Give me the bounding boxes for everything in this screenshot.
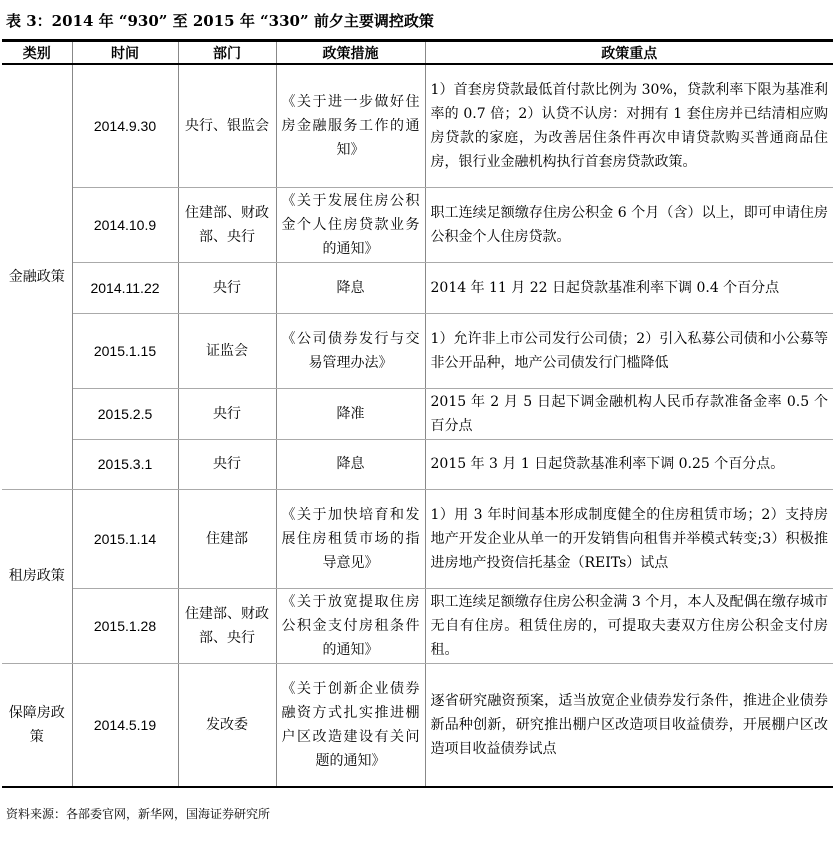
- row-date: 2014.10.9: [72, 187, 178, 262]
- row-department: 央行: [178, 439, 276, 489]
- table-title: 表 3：2014 年 “930” 至 2015 年 “330” 前夕主要调控政策: [6, 12, 434, 30]
- table-row: [2, 588, 833, 663]
- row-department: 证监会: [178, 313, 276, 388]
- category-rental: 租房政策: [2, 489, 72, 663]
- row-focus: 2015 年 2 月 5 日起下调金融机构人民币存款准备金率 0.5 个百分点: [425, 388, 833, 439]
- row-measure: 《关于创新企业债券融资方式扎实推进棚户区改造建设有关问题的通知》: [276, 663, 425, 787]
- row-department: 住建部: [178, 489, 276, 588]
- header-category: 类别: [2, 41, 72, 65]
- header-department: 部门: [178, 41, 276, 65]
- table-row: [2, 663, 833, 787]
- policy-table: [2, 39, 833, 788]
- row-focus: 1）用 3 年时间基本形成制度健全的住房租赁市场；2）支持房地产开发企业从单一的开发销售向租售并举模式转变;3）积极推进房地产投资信托基金（REITs）试点: [425, 489, 833, 588]
- row-department: 发改委: [178, 663, 276, 787]
- header-measure: 政策措施: [276, 41, 425, 65]
- row-date: 2015.2.5: [72, 388, 178, 439]
- row-department: 央行: [178, 388, 276, 439]
- row-measure: 《关于进一步做好住房金融服务工作的通知》: [276, 64, 425, 187]
- source-note: 资料来源：各部委官网，新华网，国海证券研究所: [6, 807, 271, 821]
- table-row: [2, 64, 833, 187]
- row-measure: 《关于发展住房公积金个人住房贷款业务的通知》: [276, 187, 425, 262]
- header-focus: 政策重点: [425, 41, 833, 65]
- row-department: 央行: [178, 262, 276, 313]
- table-row: [2, 313, 833, 388]
- row-date: 2015.1.15: [72, 313, 178, 388]
- row-focus: 逐省研究融资预案，适当放宽企业债券发行条件，推进企业债券新品种创新，研究推出棚户区改造项目收益债券，开展棚户区改造项目收益债券试点: [425, 663, 833, 787]
- row-department: 住建部、财政部、央行: [178, 187, 276, 262]
- table-row: [2, 262, 833, 313]
- row-focus: 职工连续足额缴存住房公积金 6 个月（含）以上，即可申请住房公积金个人住房贷款。: [425, 187, 833, 262]
- row-department: 住建部、财政部、央行: [178, 588, 276, 663]
- row-date: 2015.3.1: [72, 439, 178, 489]
- row-measure: 降准: [276, 388, 425, 439]
- row-date: 2014.5.19: [72, 663, 178, 787]
- table-row: [2, 187, 833, 262]
- table-row: [2, 388, 833, 439]
- category-affordable-housing: 保障房政策: [2, 663, 72, 787]
- row-focus: 1）首套房贷款最低首付款比例为 30%，贷款利率下限为基准利率的 0.7 倍；2）认贷不认房：对拥有 1 套住房并已结清相应购房贷款的家庭，为改善居住条件再次申请贷款购买普通商品住房，银行业金融机构执行首套房贷款政策。: [425, 64, 833, 187]
- row-focus: 1）允许非上市公司发行公司债；2）引入私募公司债和小公募等非公开品种，地产公司债发行门槛降低: [425, 313, 833, 388]
- table-row: [2, 489, 833, 588]
- row-measure: 《关于加快培育和发展住房租赁市场的指导意见》: [276, 489, 425, 588]
- row-focus: 2015 年 3 月 1 日起贷款基准利率下调 0.25 个百分点。: [425, 439, 833, 489]
- row-measure: 降息: [276, 439, 425, 489]
- category-finance: 金融政策: [2, 64, 72, 489]
- row-focus: 2014 年 11 月 22 日起贷款基准利率下调 0.4 个百分点: [425, 262, 833, 313]
- row-measure: 降息: [276, 262, 425, 313]
- row-date: 2015.1.28: [72, 588, 178, 663]
- header-row: [2, 41, 833, 65]
- row-focus: 职工连续足额缴存住房公积金满 3 个月，本人及配偶在缴存城市无自有住房。租赁住房的，可提取夫妻双方住房公积金支付房租。: [425, 588, 833, 663]
- row-measure: 《公司债券发行与交易管理办法》: [276, 313, 425, 388]
- row-date: 2015.1.14: [72, 489, 178, 588]
- row-department: 央行、银监会: [178, 64, 276, 187]
- header-date: 时间: [72, 41, 178, 65]
- table-row: [2, 439, 833, 489]
- row-date: 2014.9.30: [72, 64, 178, 187]
- row-measure: 《关于放宽提取住房公积金支付房租条件的通知》: [276, 588, 425, 663]
- row-date: 2014.11.22: [72, 262, 178, 313]
